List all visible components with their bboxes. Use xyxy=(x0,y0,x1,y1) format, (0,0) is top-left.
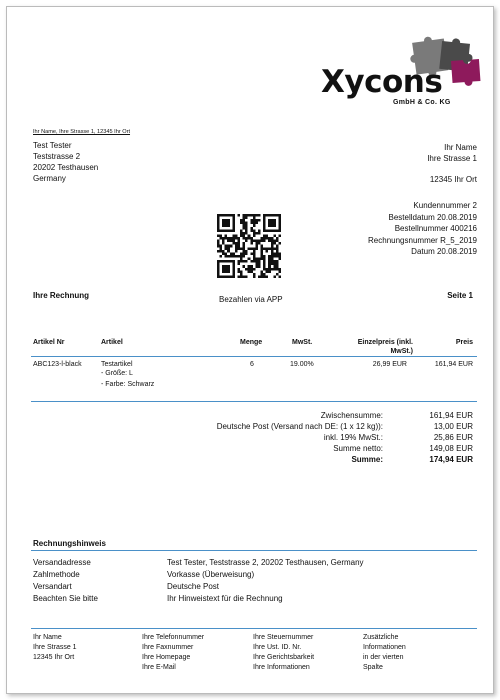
totals-labels xyxy=(217,410,383,465)
notes-value-shipping-method: Deutsche Post xyxy=(167,582,220,591)
invoice-number: Rechnungsnummer R_5_2019 xyxy=(368,235,477,245)
footer-line: Ihre Faxnummer xyxy=(142,644,194,651)
col-header-unit-price: Einzelpreis (inkl. MwSt.) xyxy=(357,339,413,355)
invoice-title: Ihre Rechnung xyxy=(33,291,90,300)
footer-line: Ihre Telefonnummer xyxy=(142,634,205,641)
payment-qr-code xyxy=(217,214,281,278)
sender-return-address: Ihr Name, Ihre Strasse 1, 12345 Ihr Ort xyxy=(33,129,131,135)
invoice-meta xyxy=(368,200,477,258)
net-value: 149,08 EUR xyxy=(429,444,473,453)
recipient-city: 20202 Testhausen xyxy=(33,163,99,172)
total-value: 174,94 EUR xyxy=(429,455,473,464)
row-article-option-color: - Farbe: Schwarz xyxy=(101,381,155,388)
recipient-name: Test Tester xyxy=(33,141,72,150)
recipient-address xyxy=(33,140,98,184)
vat-label: inkl. 19% MwSt.: xyxy=(323,433,383,442)
col-header-quantity: Menge xyxy=(240,339,263,346)
subtotal-value: 161,94 EUR xyxy=(429,411,473,420)
table-row-divider xyxy=(31,401,477,402)
col-header-vat: MwSt. xyxy=(292,339,313,346)
footer-col-contact xyxy=(142,633,204,673)
company-address xyxy=(427,142,477,164)
row-vat: 19.00% xyxy=(290,361,314,368)
logo-wordmark: Xycons xyxy=(321,64,443,100)
notes-divider xyxy=(31,550,477,551)
footer-line: Ihre Ust. ID. Nr. xyxy=(253,644,302,651)
footer-line: Ihre Homepage xyxy=(142,654,191,661)
footer-line: in der vierten xyxy=(363,654,404,661)
order-number: Bestellnummer 400216 xyxy=(394,224,477,233)
col-header-price: Preis xyxy=(455,339,473,346)
row-article-name: Testartikel xyxy=(101,361,133,368)
notes-value-payment-method: Vorkasse (Überweisung) xyxy=(167,570,255,579)
customer-number: Kundennummer 2 xyxy=(413,201,477,210)
row-article xyxy=(101,361,154,390)
footer-line: Informationen xyxy=(363,644,406,651)
notes-value-shipping-address: Test Tester, Teststrasse 2, 20202 Testhausen, Germany xyxy=(167,558,364,567)
company-logo xyxy=(307,29,482,114)
notes-label-remarks: Beachten Sie bitte xyxy=(33,594,98,603)
footer-line: Ihre Gerichtsbarkeit xyxy=(253,654,315,661)
footer-col-legal xyxy=(253,633,314,673)
footer-line: Spalte xyxy=(363,664,383,671)
footer-col-address xyxy=(33,633,77,663)
notes-title: Rechnungshinweis xyxy=(33,539,106,548)
footer-line: Ihre Strasse 1 xyxy=(33,644,77,651)
shipping-label: Deutsche Post (Versand nach DE: (1 x 12 kg)): xyxy=(216,422,383,431)
footer-col-extra xyxy=(363,633,406,673)
totals-values xyxy=(429,410,473,465)
invoice-page xyxy=(6,6,494,694)
recipient-country: Germany xyxy=(33,174,66,183)
footer-line: Ihr Name xyxy=(33,634,62,641)
notes-label-shipping-method: Versandart xyxy=(33,582,72,591)
total-label: Summe: xyxy=(351,455,383,464)
shipping-value: 13,00 EUR xyxy=(433,422,473,431)
footer-line: 12345 Ihr Ort xyxy=(33,654,75,661)
row-price: 161,94 EUR xyxy=(434,361,473,368)
notes-label-payment-method: Zahlmethode xyxy=(33,570,80,579)
subtotal-label: Zwischensumme: xyxy=(320,411,383,420)
company-name: Ihr Name xyxy=(444,143,477,152)
notes-value-remarks: Ihr Hinweistext für die Rechnung xyxy=(167,594,283,603)
recipient-street: Teststrasse 2 xyxy=(33,152,81,161)
row-article-no: ABC123-l-black xyxy=(33,361,82,368)
order-date: Bestelldatum 20.08.2019 xyxy=(388,212,477,222)
net-label: Summe netto: xyxy=(333,444,383,453)
company-street: Ihre Strasse 1 xyxy=(427,154,477,163)
row-article-option-size: - Größe: L xyxy=(101,370,133,377)
footer-line: Zusätzliche xyxy=(363,634,399,641)
row-quantity: 6 xyxy=(250,361,254,368)
invoice-date: Datum 20.08.2019 xyxy=(411,247,477,256)
vat-value: 25,86 EUR xyxy=(433,433,473,442)
logo-subtitle: GmbH & Co. KG xyxy=(393,99,451,106)
footer-divider xyxy=(31,628,477,629)
company-city: 12345 Ihr Ort xyxy=(429,175,477,184)
pay-via-app-label: Bezahlen via APP xyxy=(219,295,283,304)
notes-label-shipping-address: Versandadresse xyxy=(33,558,91,567)
col-header-article: Artikel xyxy=(101,339,123,346)
footer-line: Ihre Informationen xyxy=(253,664,310,671)
footer-line: Ihre Steuernummer xyxy=(253,634,314,641)
table-header-divider xyxy=(31,356,477,357)
page-number: Seite 1 xyxy=(447,291,473,300)
footer-line: Ihre E-Mail xyxy=(142,664,176,671)
row-unit-price: 26,99 EUR xyxy=(372,361,407,368)
col-header-article-no: Artikel Nr xyxy=(33,339,65,346)
